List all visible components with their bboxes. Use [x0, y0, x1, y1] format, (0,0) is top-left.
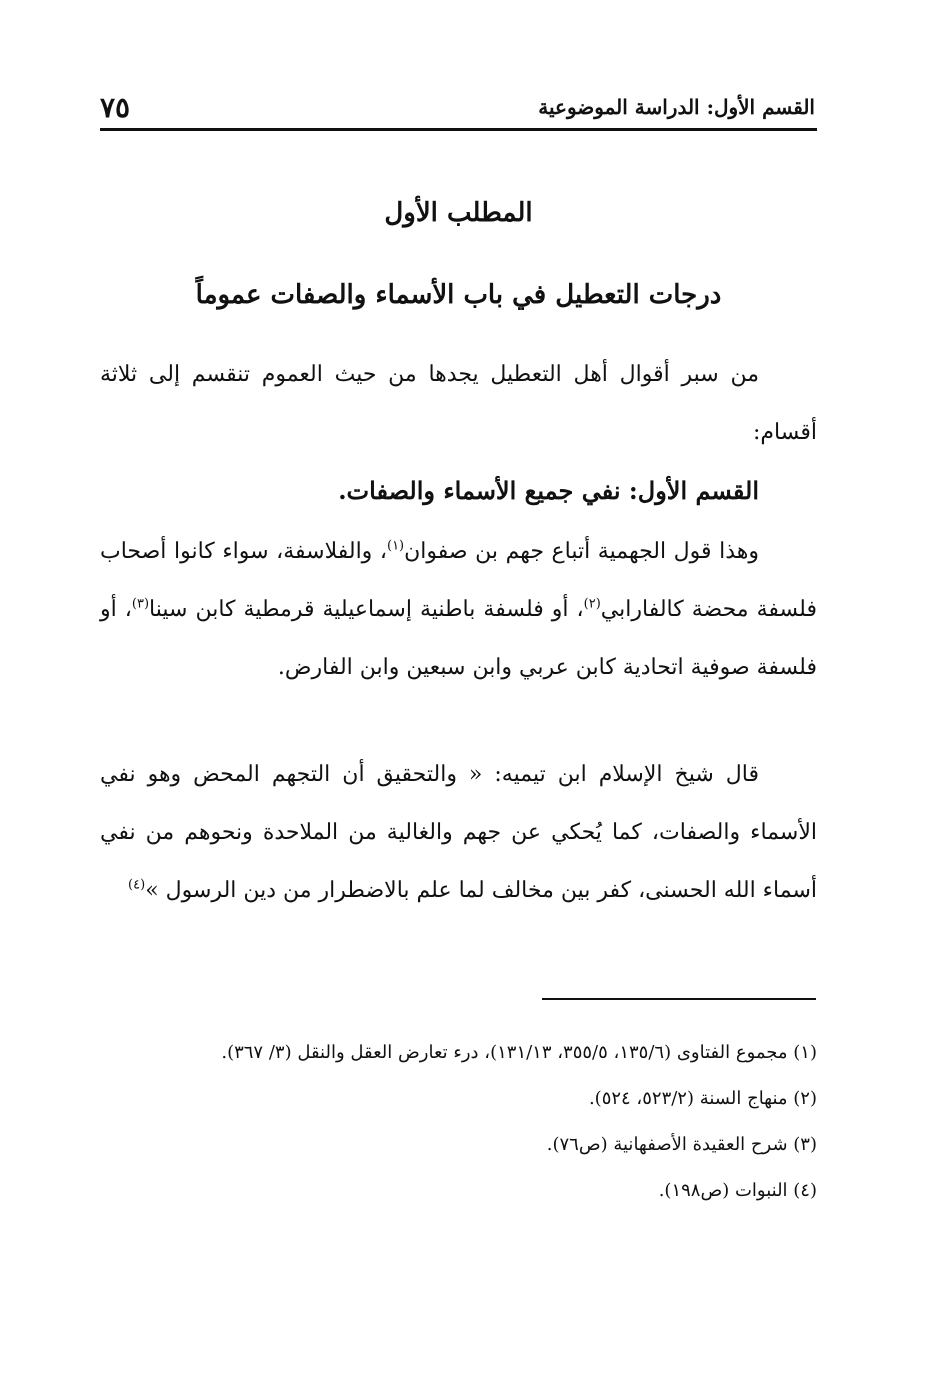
footnote-ref-3[interactable]: (٣)	[131, 596, 150, 612]
p2-text-4: ، أو فلسفة صوفية اتحادية كابن عربي وابن سبعين وابن الفارض.	[100, 597, 817, 680]
header-rule	[100, 128, 817, 131]
jahmiyya-paragraph	[100, 523, 817, 697]
running-head: القسم الأول: الدراسة الموضوعية	[538, 95, 815, 119]
p2-text-3: ، أو فلسفة باطنية إسماعيلية قرمطية كابن سينا	[149, 597, 584, 622]
footnote-ref-4[interactable]: (٤)	[128, 877, 146, 893]
footnote-2: (٢) منهاج السنة (٥٢٣/٢، ٥٢٤).	[588, 1088, 817, 1109]
section-title: المطلب الأول	[384, 198, 533, 228]
ibn-taymiyya-quote	[100, 746, 817, 920]
footnote-ref-2[interactable]: (٢)	[583, 596, 601, 612]
page-number: ٧٥	[100, 90, 131, 124]
intro-paragraph: من سبر أقوال أهل التعطيل يجدها من حيث العموم تنقسم إلى ثلاثة أقسام:	[100, 362, 817, 445]
footnote-4: (٤) النبوات (ص١٩٨).	[658, 1180, 817, 1201]
footnote-rule	[542, 998, 816, 1000]
footnote-3: (٣) شرح العقيدة الأصفهانية (ص٧٦).	[546, 1134, 817, 1155]
section-subtitle: درجات التعطيل في باب الأسماء والصفات عموماً	[195, 280, 722, 310]
footnotes	[100, 1030, 817, 1214]
footnote-ref-1[interactable]: (١)	[386, 538, 405, 554]
p2-text-1: وهذا قول الجهمية أتباع جهم بن صفوان	[404, 539, 760, 564]
p2-text-2: ، والفلاسفة، سواء كانوا أصحاب فلسفة محضة كالفارابي	[100, 539, 817, 622]
page-header	[100, 88, 815, 126]
category-heading: القسم الأول: نفي جميع الأسماء والصفات.	[338, 476, 759, 505]
quote-text: قال شيخ الإسلام ابن تيميه: « والتحقيق أن التجهم المحض وهو نفي الأسماء والصفات، كما يُحكي عن جهم والغالية من الملاحدة ونحوهم من نفي أسماء الله الحسنى، كفر بين مخالف لما علم بالاضطرار من دين الرسول »	[100, 762, 817, 903]
footnote-1: (١) مجموع الفتاوى (١٣٥/٦، ٣٥٥/٥، ١٣١/١٣)، درء تعارض العقل والنقل (٣/ ٣٦٧).	[221, 1042, 817, 1063]
